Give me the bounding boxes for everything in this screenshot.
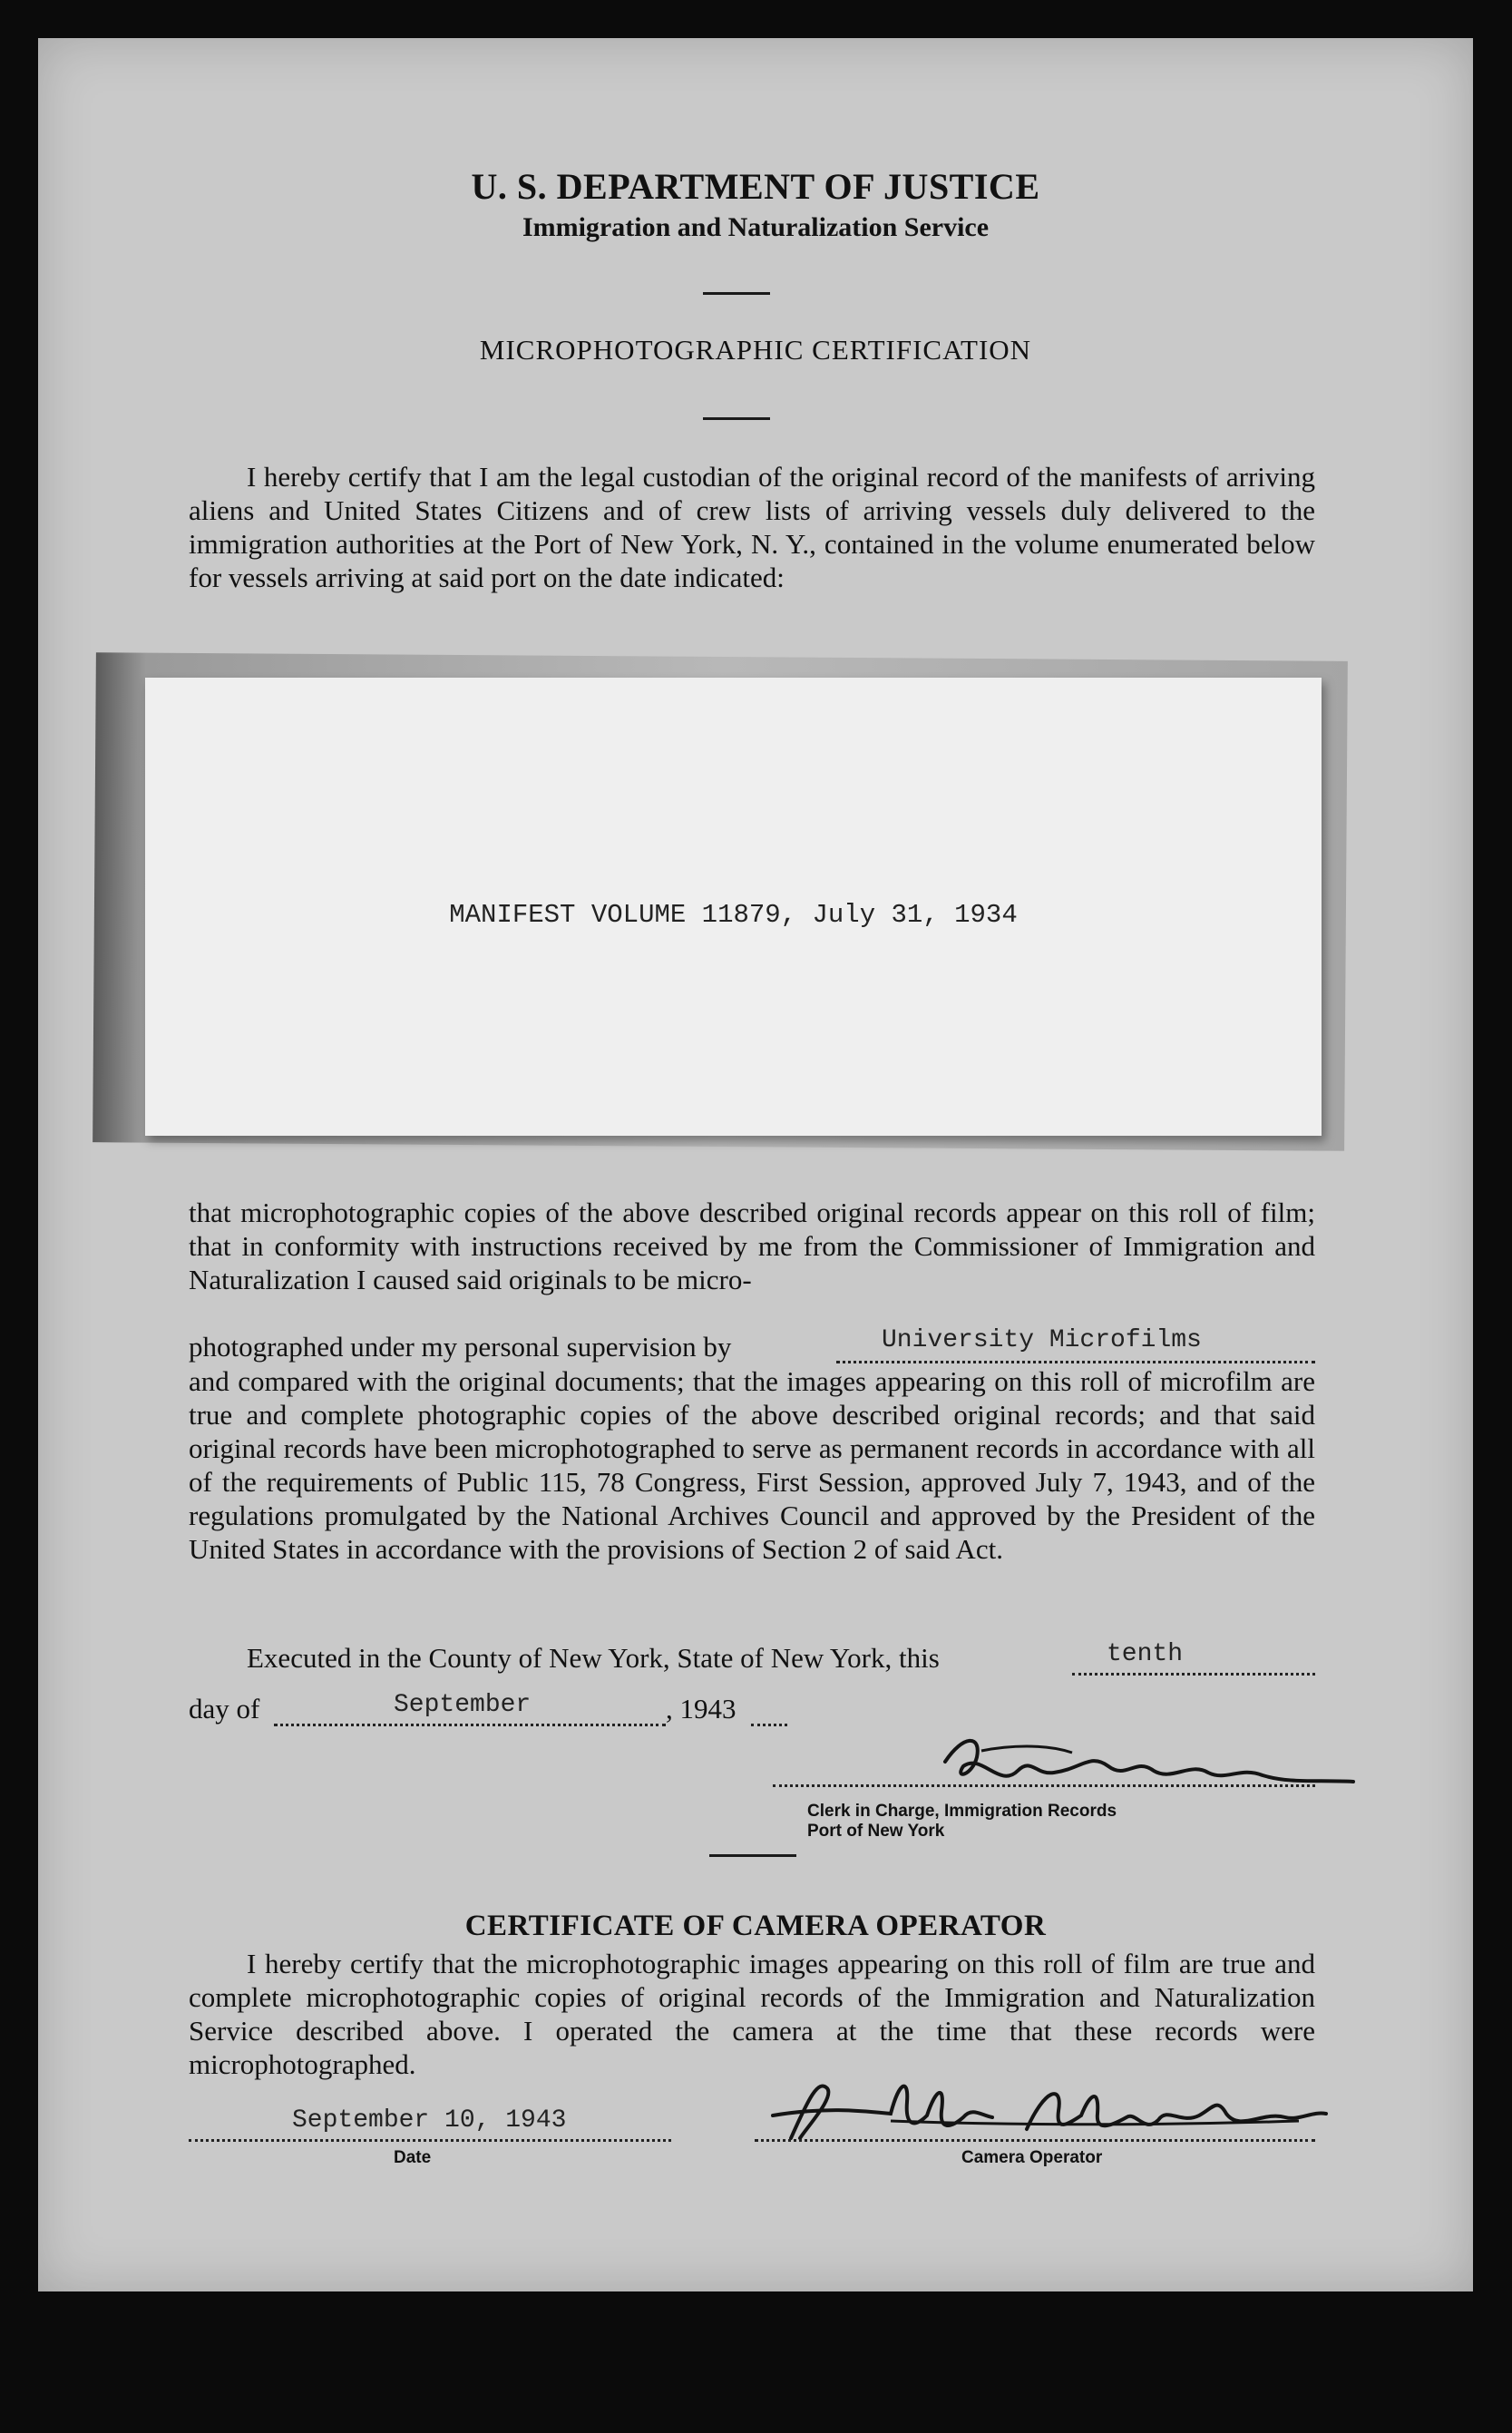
- month-typed-value: September: [394, 1691, 532, 1719]
- body-paragraph-a: that microphotographic copies of the above described original records appear on this roll of film; that in conformity with instructions received by me from the Commissioner of Immigration and Naturalization I caused said originals to be micro-: [189, 1197, 1315, 1295]
- day-dotted-line: [1072, 1673, 1315, 1676]
- camera-operator-label: Camera Operator: [961, 2148, 1103, 2167]
- clerk-caption-line1: Clerk in Charge, Immigration Records: [807, 1802, 1117, 1821]
- certification-heading: MICROPHOTOGRAPHIC CERTIFICATION: [479, 334, 1032, 366]
- divider-rule: [709, 1854, 796, 1857]
- body-paragraph-b: and compared with the original documents; that the images appearing on this roll of microfilm are true and complete photographic copies of the above described original records; and that said original records have been microphotographed to serve as permanent records in accordance with all of the requirements of Public 115, 78 Congress, First Session, approved July 7, 1943, and of the regulations promulgated by the National Archives Council and approved by the President of the United States in accordance with the provisions of Section 2 of said Act.: [189, 1365, 1315, 1565]
- volume-slip-text: MANIFEST VOLUME 11879, July 31, 1934: [449, 900, 1018, 930]
- day-typed-value: tenth: [1107, 1640, 1184, 1668]
- divider-rule: [703, 417, 770, 420]
- date-dotted-line: [189, 2139, 671, 2142]
- camera-certificate-heading: CERTIFICATE OF CAMERA OPERATOR: [464, 1910, 1047, 1942]
- year-dotted-line: [751, 1724, 787, 1726]
- clerk-signature: [927, 1725, 1362, 1807]
- service-subtitle: Immigration and Naturalization Service: [522, 212, 990, 242]
- date-typed-value: September 10, 1943: [292, 2106, 567, 2135]
- intro-paragraph: I hereby certify that I am the legal custodian of the original record of the manifests of arriving aliens and United States Citizens and of crew lists of arriving vessels duly delivered to the immigration authorities at the Port of New York, N. Y., contained in the volume enumerated below for vessels arriving at said port on the date indicated:: [189, 461, 1315, 593]
- date-label: Date: [394, 2148, 432, 2167]
- year-text: [666, 1693, 847, 1725]
- day-of-label: day of: [189, 1693, 260, 1725]
- executed-prefix: Executed in the County of New York, State of New York, this: [247, 1642, 940, 1674]
- supervision-prefix: photographed under my personal supervision by: [189, 1331, 732, 1363]
- year-label: , 1943: [666, 1693, 736, 1725]
- clerk-caption-line2: Port of New York: [807, 1822, 945, 1841]
- supervisor-typed-value: University Microfilms: [882, 1326, 1202, 1354]
- divider-rule: [703, 292, 770, 295]
- supervision-dotted-line: [836, 1361, 1315, 1363]
- department-title: U. S. DEPARTMENT OF JUSTICE: [471, 166, 1040, 207]
- clerk-signature-line: [773, 1784, 1315, 1787]
- document-page: [38, 38, 1473, 2291]
- operator-dotted-line: [755, 2139, 1315, 2142]
- operator-signature: [755, 2061, 1335, 2161]
- camera-paragraph: I hereby certify that the microphotographic images appearing on this roll of film are true and complete microphotographic copies of original records of the Immigration and Naturalization Service described above. I operated the camera at the time that these records were microphotographed.: [189, 1948, 1315, 2080]
- month-dotted-line: [274, 1724, 666, 1726]
- volume-slip: [145, 678, 1322, 1136]
- clerk-caption: [807, 1802, 1117, 1842]
